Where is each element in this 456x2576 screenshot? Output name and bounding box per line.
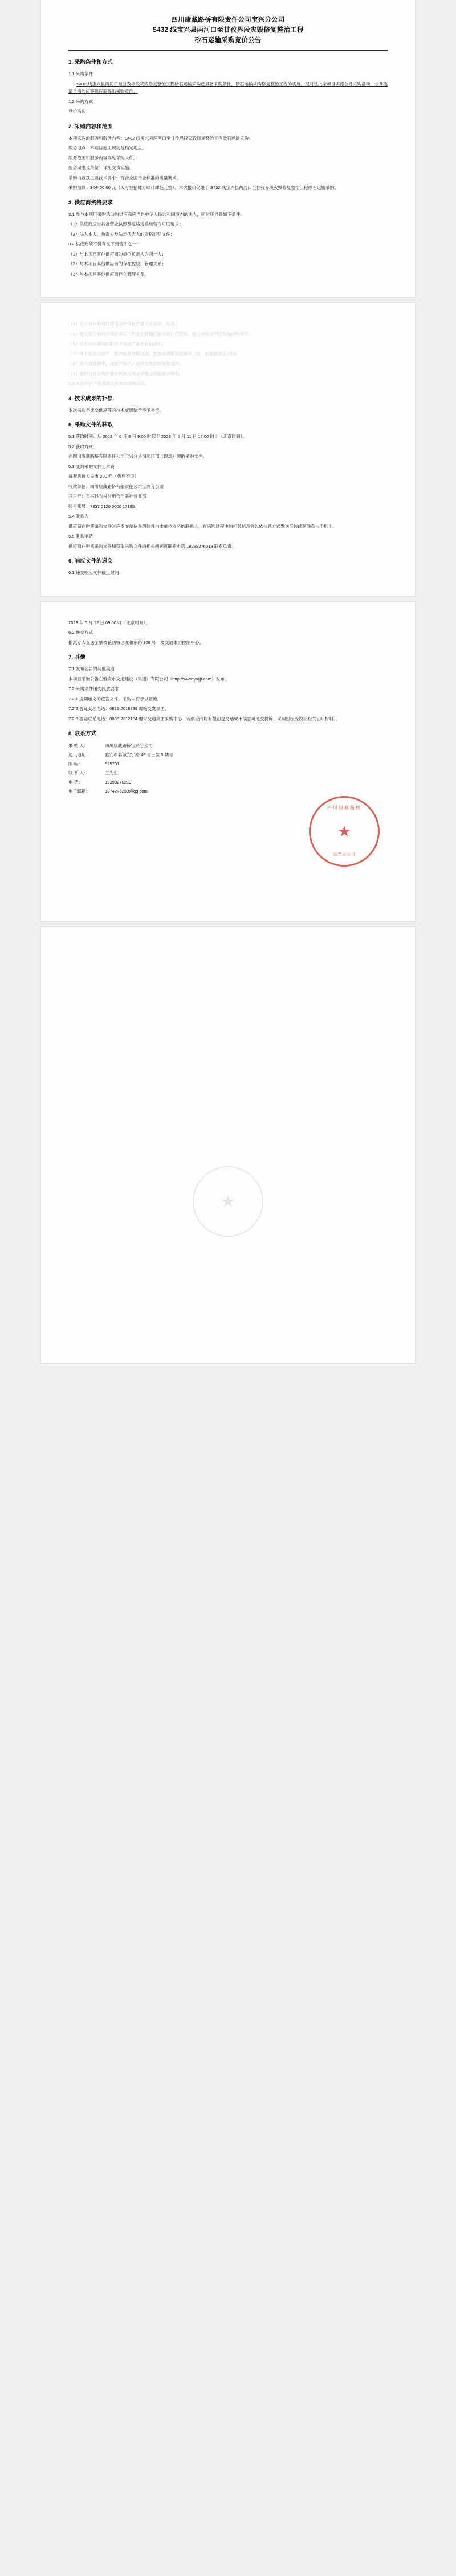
- contact-row: [68, 787, 388, 796]
- faded-para-7: 5.3 本次项目不接受联合体参加采购活动。: [68, 381, 149, 386]
- section-5-para-5: 每套售价人民币 200 元（售后不退）: [68, 474, 139, 479]
- title-line-2: S432 线宝兴县两河口至甘孜界段灾毁修复整治工程: [152, 27, 304, 34]
- section-heading-8: 8. 联系方式: [68, 731, 97, 737]
- section-heading-2: 2. 采购内容和范围: [68, 123, 113, 130]
- contact-table: [68, 741, 388, 796]
- title-divider: [68, 50, 388, 51]
- section-7-para-5: 7.2.2 答疑受理电话：0835-2018739 邮箱交发集团。: [68, 706, 169, 711]
- contact-row: [68, 741, 388, 750]
- section-1-para-2: S432 线宝兴县两河口至甘孜界段灾毁修复整治工程砂石运输采购已具备采购条件，砂石运输采购修复整治工程的实施，现对该批条项目实施公开采购活动，公开邀请合格的应答供应商提出采购竞价。: [68, 81, 388, 94]
- contact-key: 邮 编：: [68, 761, 83, 766]
- watermark-seal-icon: [193, 1166, 263, 1237]
- watermark-star-icon: ★: [221, 1192, 235, 1211]
- contact-value: 18398270219: [105, 780, 132, 785]
- section-2-para-3: 服务范围和服务内容详见采购文件。: [68, 155, 138, 161]
- contact-key: 电 话：: [68, 780, 83, 785]
- section-2-para-6: 采购预算：344400.00 元（大写叁拾肆万肆仟肆佰元整）。本次报价仅限于 S432 线宝兴县两河口至甘孜界段灾毁修复整治工程砂石运输采购。: [68, 185, 339, 190]
- section-heading-7: 7. 其他: [68, 654, 85, 661]
- section-3-para-4: 3.2 供应商须不得存在下列情形之一：: [68, 241, 141, 247]
- seal-star-icon: ★: [337, 823, 351, 840]
- section-heading-4: 4. 技术成果的补偿: [68, 395, 113, 402]
- section-7-para-1: 7.1 发布公告的其他渠道: [68, 666, 115, 671]
- section-3-para-6: （2）与本项目其他供应商的存在控股、管理关系；: [68, 261, 166, 266]
- section-5-para-8: 账号账号：7337 0120 0000 17195。: [68, 503, 139, 509]
- section-5-para-7: 开户行：宝兴县农村信用合作联社营业部: [68, 494, 146, 499]
- section-1-para-1: 1.1 采购条件: [68, 71, 93, 76]
- section-5-para-9: 5.4 联系人: [68, 514, 89, 519]
- section-7-para-3: 7.2 采购文件递交投放要求: [68, 686, 119, 691]
- page-2: [41, 303, 415, 596]
- section-2-para-4: 服务期限及单位：详见交货实施。: [68, 165, 133, 170]
- section-heading-5: 5. 采购文件的获取: [68, 422, 113, 428]
- section-heading-6: 6. 响应文件的递交: [68, 558, 113, 564]
- section-1-para-4: 竞价采购: [68, 109, 86, 114]
- section-5-para-4: 5.3 交纳采购文件工本费: [68, 463, 115, 469]
- section-2-para-1: 本项采购的服务和服务内容：S432 线宝兴县两河口至甘孜界段灾毁修复整治工程砂石运输采购。: [68, 135, 253, 141]
- title-line-1: 四川康藏路桥有限责任公司宝兴分公司: [171, 17, 285, 23]
- company-seal-stamp: [309, 796, 380, 867]
- contact-row: [68, 778, 388, 787]
- section-1-para-3: 1.2 采购方式: [68, 99, 93, 104]
- page-gap-1: [0, 297, 456, 303]
- faded-clause-block: [68, 320, 388, 388]
- contact-value: 1874275230@qq.com: [105, 789, 148, 794]
- section-7-para-4: 7.2.1 提期递交的应答文件、采购人将予以拒绝。: [68, 696, 162, 702]
- section-7-para-6: 7.2.3 答疑联系电话：0835-2312134 要求交通集团采购中心（若供应商均有提前提交结果不满意可递交投诉、采购投标受投标相关证明材料）。: [68, 716, 340, 721]
- seal-bottom-text: 宝兴分公司: [333, 852, 356, 856]
- section-3-para-7: （3）与本项目其他供应商存在管理关系。: [68, 271, 149, 277]
- contact-row: [68, 750, 388, 760]
- section-5-para-10: 供应商在购买采购文件时应提交单位介绍信并由本单位业务的联系人，在采购过程中的相关信息将以依信息方式发送至该邮箱联系人手机上。: [68, 523, 337, 529]
- faded-para-1: （4）近三年内具有经营活动中存在严重不良信用、纪录；: [68, 321, 180, 326]
- section-2-para-2: 服务地点：本项目施工现场及指定地点。: [68, 145, 146, 150]
- section-5-para-2: 5.2 获取方式：: [68, 444, 97, 449]
- contact-key: 通讯地址：: [68, 752, 90, 757]
- contact-row: [68, 769, 388, 778]
- contact-row: [68, 760, 388, 769]
- contact-value: 625701: [105, 761, 120, 766]
- seal-top-text: 四川康藏路桥: [327, 805, 361, 810]
- section-3-para-5: （1）与本项目其他供应商的单位负责人为同一人；: [68, 251, 166, 257]
- faded-para-2: （5）提交项目的供应商必须以上行业主管部门要求的法定资质、能力经验证明已参加采购项目；: [68, 331, 253, 337]
- faded-para-4: （7）处于被责令停产、整改或者吊销执照、暂扣或者吊销资格许可证、拒绝接受证书的；: [68, 351, 240, 356]
- section-heading-1: 1. 采购条件和方式: [68, 59, 113, 65]
- page-1: [41, 0, 415, 297]
- document-title: [68, 15, 388, 46]
- section-2-para-5: 采购内容及主要技术要求：符合全国行业标准的质量要求。: [68, 175, 181, 181]
- contact-value: 四川康藏路桥宝兴分公司: [105, 743, 153, 748]
- section-5-para-11: 5.5 联系电话: [68, 534, 93, 539]
- section-6-para-1: 6.1 递交响应文件截止时间：: [68, 570, 124, 575]
- section-heading-3: 3. 供应商资格要求: [68, 199, 113, 206]
- section-3-para-2: （1）供应商应当具备营业执照及道路运输经营许可证要求；: [68, 221, 184, 227]
- faded-para-5: （3）进入清算程序，或破产资产、或其他类似制度状况的；: [68, 361, 184, 366]
- title-line-3: 砂石运输采购竞价公告: [194, 37, 262, 44]
- section-5-para-12: 供应商在购买采购文件和获取采购文件的相关问题可联系电话 18288276019 联系负责。: [68, 543, 236, 549]
- section-7-para-2: 本项目采购公告在雅安市交通建设（集团）有限公司（http://www.yajjjt.com）发布。: [68, 676, 229, 682]
- faded-para-3: （6）在本项目提供的服务中存在严重不良记录的；: [68, 341, 166, 346]
- page-4: [41, 927, 415, 1363]
- section-4-para-1: 本次采购不成交供应商的技术成果给予不予补偿。: [68, 407, 164, 413]
- delivery-address: 指派专人直送至攀枝花西城区龙和东路 308 号一楼交通集团控制中心。: [68, 639, 204, 645]
- section-5-para-3: 在四川康藏路桥有限责任公司宝兴分公司项目部（现场）领取采购文件。: [68, 454, 207, 459]
- contact-key: 采 购 人：: [68, 743, 88, 748]
- section-5-para-1: 5.1 获取时间：从 2023 年 6 月 8 日 9:00 时起至 2023 年 6 月 11 日 17:00 时止（北京时间）。: [68, 434, 247, 439]
- page-gap-3: [0, 921, 456, 927]
- contact-key: 电子邮箱：: [68, 789, 90, 794]
- faded-para-6: （4）提供公开采购的要求的供应商必须提交的信息资料的。: [68, 371, 184, 376]
- section-3-para-1: 3.1 参与本项目采购活动的供应商应当是中华人民共和国境内的法人，同时还具备如下条件：: [68, 211, 245, 217]
- contact-value: 王先生: [105, 770, 118, 776]
- contact-key: 联 系 人：: [68, 770, 88, 776]
- page-gap-2: [0, 596, 456, 602]
- delivery-method-label: 6.2 递交方式: [68, 630, 93, 635]
- contact-value: 雅安市名城安宁路 45 号三层 3 楼号: [105, 752, 173, 757]
- section-5-para-6: 收款单位：四川康藏路桥有限责任公司宝兴分公司: [68, 483, 164, 489]
- deadline-text: 2023 年 6 月 12 日 09:00 时（北京时间）。: [68, 620, 150, 625]
- page-3: [41, 602, 415, 922]
- section-3-para-3: （2）法人本人、负责人及法定代表人的资格证明文件；: [68, 231, 175, 237]
